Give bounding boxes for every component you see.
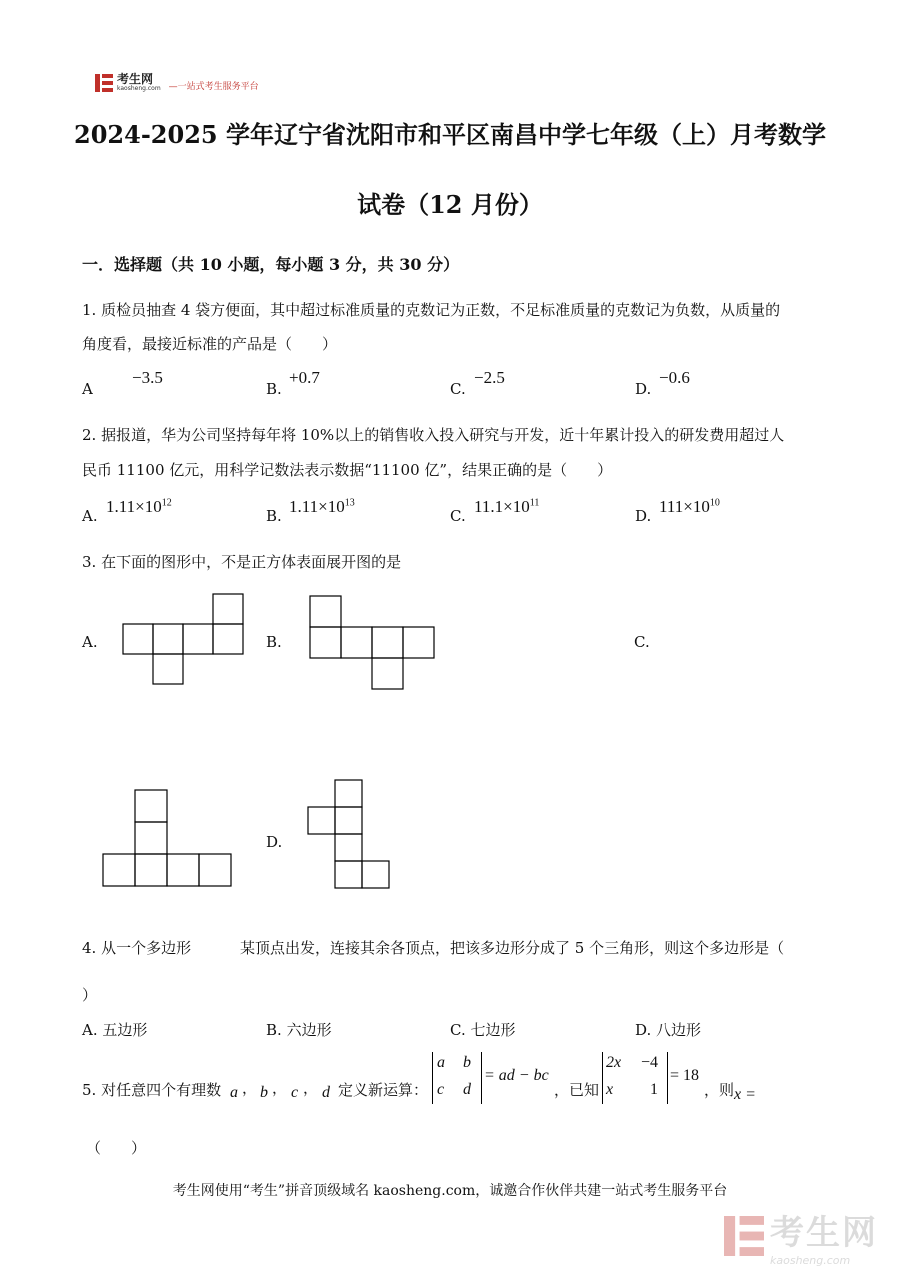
q3-option-a-label: A. bbox=[82, 633, 98, 651]
q5-prefix: 5. 对任意四个有理数 bbox=[82, 1081, 222, 1099]
q1-option-a-label: A bbox=[82, 380, 93, 398]
q2-stem-line2: 民币 11100 亿元，用科学记数法表示数据“11100 亿”，结果正确的是（ ） bbox=[82, 461, 613, 479]
q1-options bbox=[82, 368, 842, 400]
q5-known: ，已知 bbox=[554, 1081, 600, 1099]
q1-option-b-value: +0.7 bbox=[289, 368, 320, 387]
q5-then: ，则 bbox=[704, 1081, 735, 1099]
q3-option-a-net bbox=[122, 592, 246, 686]
q2-option-b-label: B. bbox=[266, 507, 282, 525]
q1-option-c-value: −2.5 bbox=[474, 368, 505, 387]
q5-det2-c: x bbox=[606, 1081, 614, 1098]
q1-stem-line2: 角度看，最接近标准的产品是（ ） bbox=[82, 335, 338, 353]
q1-option-b-label: B. bbox=[266, 380, 282, 398]
q2-option-a-label: A. bbox=[82, 507, 98, 525]
q5-sep-1: ， bbox=[242, 1079, 258, 1097]
q4-stem-line1a: 4. 从一个多边形 bbox=[82, 939, 192, 957]
q4-option-c: C. 七边形 bbox=[450, 1021, 516, 1039]
q5-det1-c: c bbox=[437, 1081, 445, 1098]
q4-option-a: A. 五边形 bbox=[82, 1021, 148, 1039]
logo-icon bbox=[95, 74, 113, 92]
q3-option-d-net bbox=[306, 778, 392, 890]
q1-option-a-value: −3.5 bbox=[132, 368, 163, 387]
q3-option-d-label: D. bbox=[266, 833, 283, 851]
watermark-domain: kaosheng.com bbox=[770, 1254, 851, 1267]
q2-stem-line1: 2. 据报道，华为公司坚持每年将 10%以上的销售收入投入研究与开发，近十年累计投入的研发费用超过人 bbox=[82, 426, 785, 444]
q5-var-d: d bbox=[322, 1084, 330, 1101]
q2-option-c-label: C. bbox=[450, 507, 466, 525]
watermark-logo-icon bbox=[724, 1216, 764, 1256]
q4-option-d: D. 八边形 bbox=[635, 1021, 702, 1039]
q5-det2-a: 2x bbox=[606, 1054, 622, 1071]
q5-blank: （ ） bbox=[86, 1139, 147, 1157]
q5-var-b: b bbox=[260, 1084, 268, 1101]
q2-options bbox=[82, 494, 842, 526]
q5-sep-2: ， bbox=[272, 1079, 288, 1097]
q1-option-d-value: −0.6 bbox=[659, 368, 690, 387]
page-title-line2: 试卷（12 月份） bbox=[357, 190, 543, 219]
q5-sep-3: ， bbox=[303, 1079, 319, 1097]
logo-slogan: —一站式考生服务平台 bbox=[168, 82, 259, 92]
q1-option-d-label: D. bbox=[635, 380, 652, 398]
q5-det1-d: d bbox=[463, 1081, 471, 1098]
q5-var-a: a bbox=[230, 1084, 238, 1101]
q3-option-c-label: C. bbox=[634, 633, 650, 651]
q3-option-b-label: B. bbox=[266, 633, 282, 651]
q4-option-b: B. 六边形 bbox=[266, 1021, 332, 1039]
q5-det1-a: a bbox=[437, 1054, 445, 1071]
site-logo bbox=[95, 73, 259, 92]
q4-stem-line2: ） bbox=[82, 986, 98, 1004]
watermark-text: 考生网 bbox=[770, 1213, 878, 1253]
q5-var-c: c bbox=[291, 1084, 299, 1101]
watermark bbox=[724, 1205, 878, 1267]
q2-option-c-value: $11.1\times 10^{11}$ bbox=[474, 497, 540, 516]
q5-def-text: 定义新运算： bbox=[338, 1081, 429, 1099]
q3-option-c-net bbox=[101, 788, 235, 888]
q2-option-d-value: $111\times 10^{10}$ bbox=[659, 497, 720, 516]
logo-name: 考生网 bbox=[117, 72, 154, 86]
page-footer: 考生网使用“考生”拼音顶级域名 kaosheng.com，诚邀合作伙伴共建一站式考生服务平台 bbox=[172, 1183, 728, 1199]
q5-ask: x = bbox=[734, 1086, 756, 1103]
q5-det2 bbox=[602, 1052, 668, 1104]
page-title-line1: 2024-2025 学年辽宁省沈阳市和平区南昌中学七年级（上）月考数学 bbox=[74, 120, 826, 149]
logo-domain: kaosheng.com bbox=[117, 85, 161, 92]
q4-options bbox=[82, 1019, 842, 1041]
q1-option-c-label: C. bbox=[450, 380, 466, 398]
q5-det1-b: b bbox=[463, 1054, 471, 1071]
q3-stem: 3. 在下面的图形中，不是正方体表面展开图的是 bbox=[82, 553, 402, 571]
q3-option-b-net bbox=[308, 594, 436, 690]
q5-det1-rhs: = ad − bc bbox=[484, 1067, 549, 1084]
q5-det2-b: −4 bbox=[641, 1054, 659, 1071]
q2-option-a-value: $1.11\times 10^{12}$ bbox=[106, 497, 172, 516]
q2-option-b-value: $1.11\times 10^{13}$ bbox=[289, 497, 355, 516]
q4-stem-line1b: 某顶点出发，连接其余各顶点，把该多边形分成了 5 个三角形，则这个多边形是（ bbox=[240, 939, 785, 957]
section-heading: 一．选择题（共 10 小题，每小题 3 分，共 30 分） bbox=[82, 255, 460, 274]
q5-det2-rhs: = 18 bbox=[670, 1067, 700, 1084]
q1-stem-line1: 1. 质检员抽查 4 袋方便面，其中超过标准质量的克数记为正数，不足标准质量的克数记为负数，从质量的 bbox=[82, 301, 781, 319]
q5-det1 bbox=[432, 1052, 482, 1104]
q2-option-d-label: D. bbox=[635, 507, 652, 525]
q5-det2-d: 1 bbox=[650, 1081, 658, 1098]
q5-stem bbox=[82, 1050, 872, 1110]
